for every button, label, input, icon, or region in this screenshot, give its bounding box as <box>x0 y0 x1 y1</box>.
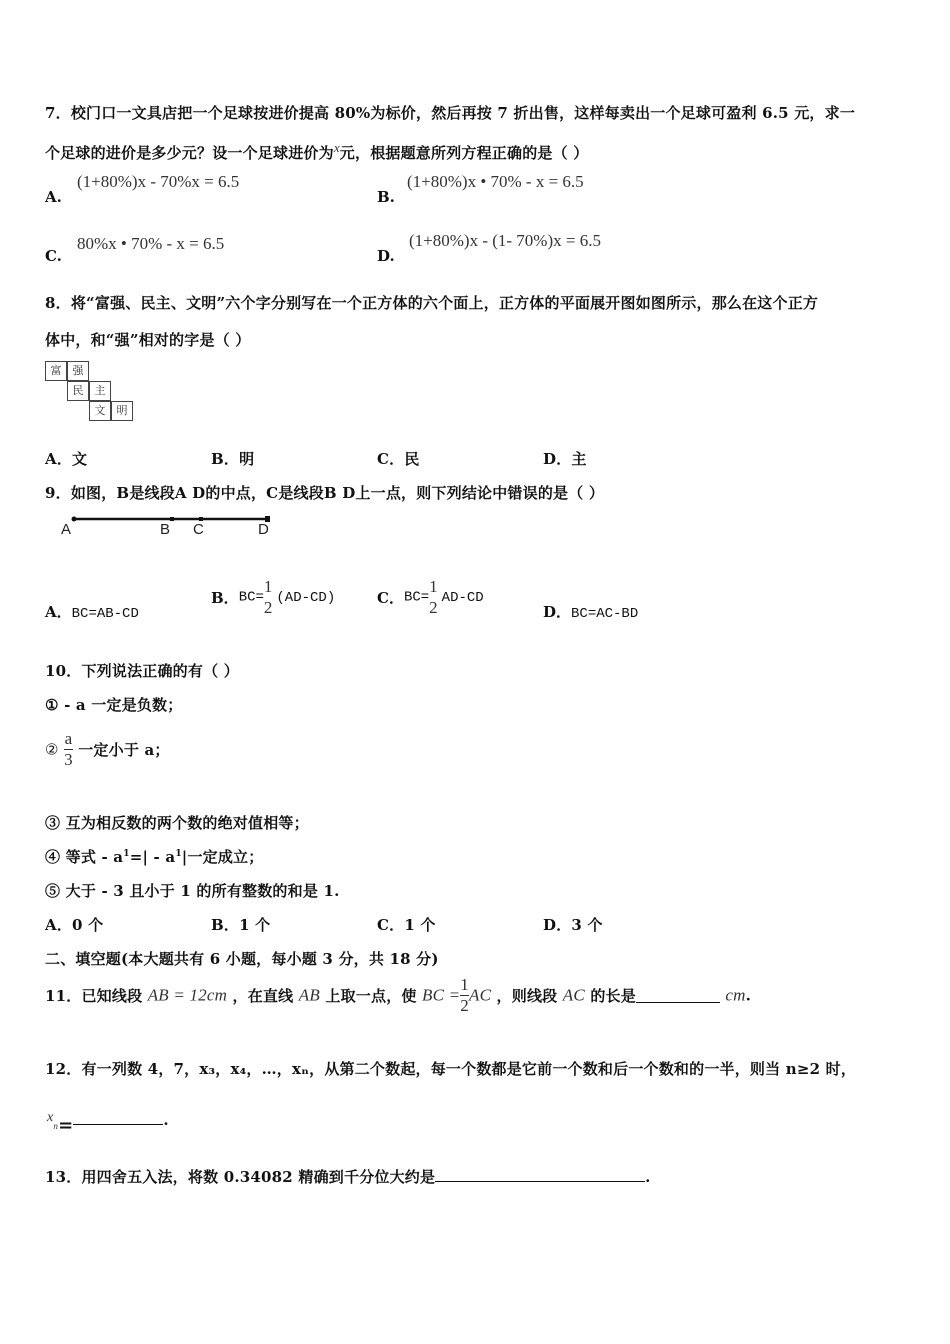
net-cell-fu: 富 <box>45 361 67 381</box>
superscript: 1 <box>175 849 182 859</box>
option-label: A． <box>45 916 73 934</box>
q11-unit: cm <box>725 985 746 1005</box>
fraction-half <box>460 976 469 1015</box>
q7-option-b[interactable] <box>377 187 395 206</box>
option-label: B． <box>211 589 239 607</box>
q11-end: . <box>745 986 752 1005</box>
q7-option-d-expr: (1+80%)x - (1- 70%)x = 6.5 <box>409 231 601 250</box>
option-label: A． <box>45 450 73 468</box>
option-text: BC=AC-BD <box>571 606 639 622</box>
q10-statement-5: ⑤ 大于 - 3 且小于 1 的所有整数的和是 1. <box>45 882 340 900</box>
q8-option-c[interactable] <box>377 448 420 469</box>
option-text: 民 <box>404 450 420 468</box>
fraction-numerator: a <box>64 729 73 748</box>
q9-stem: 9．如图，B是线段A D的中点，C是线段B D上一点，则下列结论中错误的是（ ） <box>45 484 605 502</box>
q11-math-ac: AC <box>468 985 492 1005</box>
q12-var: x <box>47 1110 54 1125</box>
net-cell-qiang: 强 <box>67 361 89 381</box>
fraction-half <box>429 578 438 617</box>
option-text: 文 <box>72 450 88 468</box>
q10-statement-4 <box>45 846 263 867</box>
q12-answer-blank[interactable] <box>73 1110 163 1125</box>
option-label: B． <box>211 916 240 934</box>
q10-option-c[interactable] <box>377 914 436 935</box>
q12-stem: 12．有一列数 4，7，x₃，x₄，…，xₙ，从第二个数起，每一个数都是它前一个数和后一个数和的一半，则当 n≥2 时， <box>45 1060 857 1078</box>
q8-option-b[interactable] <box>211 448 254 469</box>
net-cell-min: 民 <box>67 381 89 401</box>
net-cell-ming: 明 <box>111 401 133 421</box>
statement-4-mid: =| - a <box>129 848 176 866</box>
option-label: B． <box>211 450 240 468</box>
q7-option-a-expr: (1+80%)x - 70%x = 6.5 <box>77 172 240 191</box>
option-text: 1 个 <box>404 916 436 934</box>
fraction-numerator: 1 <box>429 577 438 596</box>
q10-statement-1: ① - a 一定是负数； <box>45 696 183 714</box>
q9-option-c[interactable] <box>377 578 484 617</box>
fraction-denominator: 3 <box>64 750 73 769</box>
fraction-denominator: 2 <box>460 996 469 1015</box>
q8-option-a[interactable] <box>45 448 87 469</box>
q10-statement-3: ③ 互为相反数的两个数的绝对值相等； <box>45 814 309 832</box>
circled-2: ② <box>45 740 59 759</box>
section-heading-fill-in: 二、填空题(本大题共有 6 小题，每小题 3 分，共 18 分) <box>45 950 439 968</box>
q7-option-c[interactable] <box>45 246 62 265</box>
q7-option-a[interactable] <box>45 187 62 206</box>
point-b-label: B <box>160 521 171 538</box>
fraction-half <box>264 578 273 617</box>
option-text: 0 个 <box>72 916 104 934</box>
option-label: C． <box>377 589 404 607</box>
q11-math-ab: AB = 12cm <box>147 985 228 1005</box>
point-d-label: D <box>258 521 269 538</box>
q10-option-d[interactable] <box>543 914 603 935</box>
option-label: D． <box>543 603 572 621</box>
option-label: C． <box>377 450 405 468</box>
net-cell-wen: 文 <box>89 401 111 421</box>
option-text: 主 <box>571 450 587 468</box>
q7-stem-post: 元，根据题意所列方程正确的是（ ） <box>339 144 589 162</box>
q11-math-bc: BC = <box>422 985 461 1005</box>
q8-stem-line2: 体中，和“强”相对的字是（ ） <box>45 331 251 349</box>
option-label: B. <box>377 188 395 206</box>
q7-stem-line1: 7．校门口一文具店把一个足球按进价提高 80%为标价，然后再按 7 折出售，这样每卖出一个足球可盈利 6.5 元，求一 <box>45 104 856 122</box>
q7-stem-line2 <box>45 140 588 163</box>
option-label: D． <box>543 450 572 468</box>
q11-answer-blank[interactable] <box>636 988 720 1003</box>
option-text: BC=AB-CD <box>71 606 139 622</box>
option-text-pre: BC= <box>403 589 430 606</box>
option-text-post: (AD-CD) <box>276 589 336 606</box>
point-a-label: A <box>61 521 72 538</box>
q12-end: . <box>163 1111 169 1129</box>
q11-mid2: 上取一点，使 <box>325 987 417 1005</box>
q7-option-b-expr: (1+80%)x • 70% - x = 6.5 <box>407 172 584 191</box>
q13-stem <box>45 1166 651 1187</box>
option-label: C. <box>45 247 62 265</box>
q7-option-d[interactable] <box>377 246 395 265</box>
q10-stem: 10．下列说法正确的有（ ） <box>45 662 239 680</box>
q11-math-line-ab: AB <box>298 985 320 1005</box>
q12-equals: = <box>58 1115 74 1136</box>
fraction-denominator: 2 <box>263 598 273 617</box>
net-cell-zhu: 主 <box>89 381 111 401</box>
q11-mid1: ，在直线 <box>232 987 294 1005</box>
q13-end: . <box>645 1168 651 1186</box>
q13-text: 13．用四舍五入法，将数 0.34082 精确到千分位大约是 <box>45 1168 436 1186</box>
q12-subscript: n <box>53 1121 59 1131</box>
q8-stem-line1: 8．将“富强、民主、文明”六个字分别写在一个正方体的六个面上，正方体的平面展开图如图所示，那么在这个正方 <box>45 294 819 312</box>
q9-option-b[interactable] <box>211 578 335 617</box>
statement-4-pre: ④ 等式 - a <box>45 848 124 866</box>
option-label: C． <box>377 916 405 934</box>
statement-4-post: |一定成立； <box>181 848 264 866</box>
q9-option-a[interactable] <box>45 601 139 622</box>
option-text-pre: BC= <box>238 589 264 606</box>
fraction-numerator: 1 <box>460 975 469 994</box>
q11-math-ac2: AC <box>562 985 585 1005</box>
option-label: A． <box>45 603 72 621</box>
fraction-denominator: 2 <box>429 598 438 617</box>
option-text-post: AD-CD <box>441 589 484 606</box>
fraction-numerator: 1 <box>263 577 273 596</box>
q9-option-d[interactable] <box>543 601 638 622</box>
q11-mid3: ，则线段 <box>496 987 558 1005</box>
superscript: 1 <box>123 849 130 859</box>
cube-net-figure <box>45 361 135 425</box>
q10-option-a[interactable] <box>45 914 103 935</box>
fraction-a-over-3 <box>64 730 73 769</box>
option-label: A. <box>45 188 62 206</box>
q7-stem-pre: 个足球的进价是多少元？设一个足球进价为 <box>45 144 334 162</box>
q12-answer-line <box>47 1110 169 1136</box>
q11-mid4: 的长是 <box>590 987 636 1005</box>
q7-var: x <box>333 140 340 155</box>
q13-answer-blank[interactable] <box>435 1167 645 1182</box>
option-text: 1 个 <box>239 916 271 934</box>
line-segment-figure <box>55 512 285 542</box>
option-text: 明 <box>239 450 255 468</box>
option-label: D. <box>377 247 395 265</box>
q10-option-b[interactable] <box>211 914 270 935</box>
q10-statement-2 <box>45 730 170 769</box>
option-text: 3 个 <box>571 916 603 934</box>
q7-option-c-expr: 80%x • 70% - x = 6.5 <box>77 234 225 253</box>
option-label: D． <box>543 916 572 934</box>
q8-option-d[interactable] <box>543 448 587 469</box>
q11-pre: 11．已知线段 <box>45 987 143 1005</box>
q11-stem <box>45 976 751 1015</box>
statement-2-text: 一定小于 a； <box>78 741 170 759</box>
point-c-label: C <box>193 521 204 538</box>
